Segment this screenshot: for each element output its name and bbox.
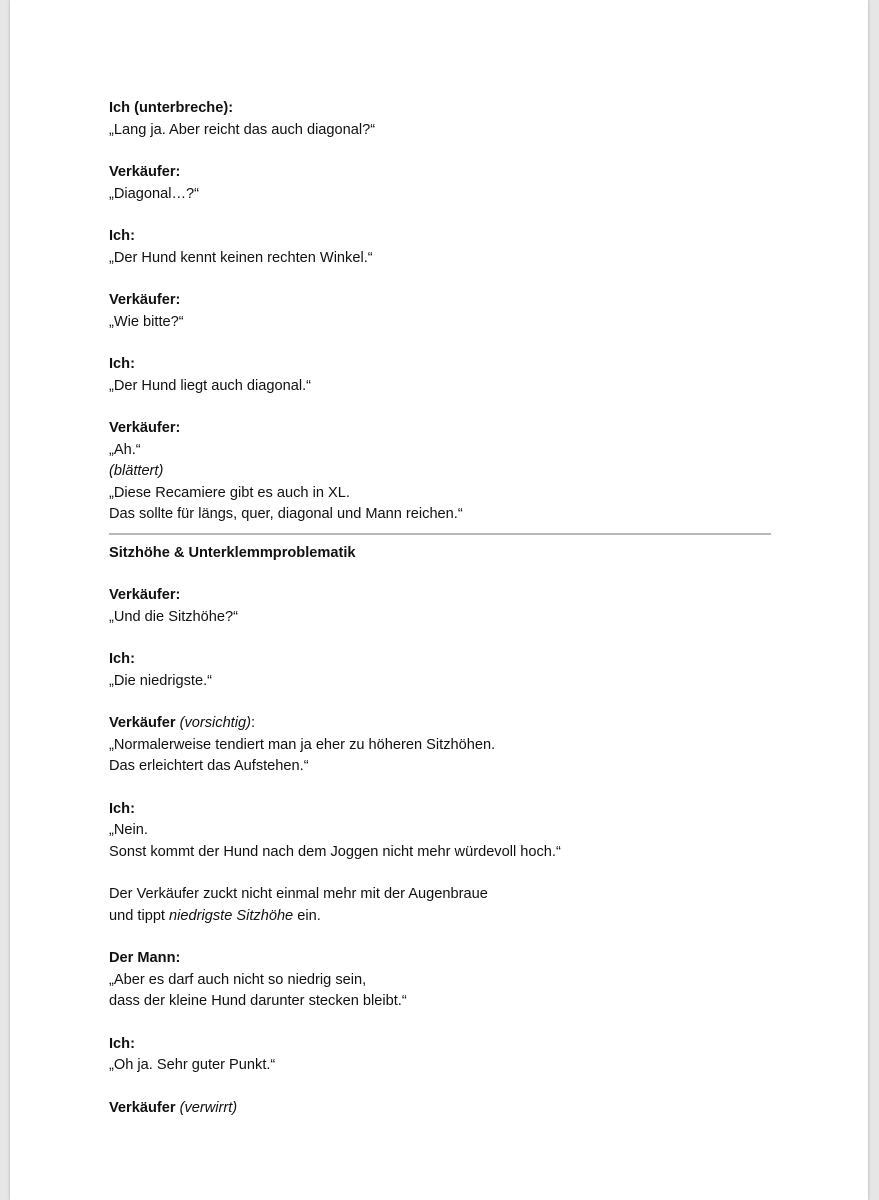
narration-text: und tippt [109,907,170,924]
speaker-label-with-note [109,1098,779,1120]
speaker-label: Verkäufer [109,1099,176,1116]
dialogue-block [109,226,779,269]
dialogue-line: „Der Hund kennt keinen rechten Winkel.“ [109,249,373,266]
speaker-colon: : [250,715,256,731]
dialogue-line: „Ah.“ [109,441,141,458]
speaker-label: Verkäufer: [109,587,181,603]
dialogue-block [109,98,779,141]
stage-direction: (blättert) [109,463,164,479]
dialogue-line: „Diagonal…?“ [109,185,200,202]
dialogue-block [109,418,779,526]
dialogue-line: Das sollte für längs, quer, diagonal und Mann reichen.“ [109,506,463,522]
narration-text: ein. [293,907,321,924]
speaker-label: Der Mann: [109,950,181,966]
dialogue-line: Das erleichtert das Aufstehen.“ [109,758,309,774]
dialogue-block [109,585,779,628]
dialogue-line: „Und die Sitzhöhe?“ [109,608,238,625]
horizontal-divider [109,533,771,535]
speaker-label-with-note [109,713,779,735]
dialogue-line: „Der Hund liegt auch diagonal.“ [109,377,311,394]
dialogue-block [109,354,779,397]
speaker-label: Ich: [109,651,135,667]
dialogue-line: dass der kleine Hund darunter stecken bleibt.“ [109,993,407,1009]
dialogue-block [109,713,779,778]
speaker-label: Ich: [109,228,135,244]
dialogue-line: „Lang ja. Aber reicht das auch diagonal?“ [109,121,376,138]
dialogue-block [109,799,779,864]
dialogue-line: „Diese Recamiere gibt es auch in XL. [109,484,350,501]
dialogue-block [109,649,779,692]
speaker-label: Verkäufer: [109,420,181,436]
dialogue-line: „Wie bitte?“ [109,313,184,330]
dialogue-line: „Oh ja. Sehr guter Punkt.“ [109,1057,276,1073]
speaker-label: Ich (unterbreche): [109,100,234,116]
document-page [10,0,868,1200]
dialogue-block [109,948,779,1013]
dialogue-block [109,162,779,205]
dialogue-line: „Die niedrigste.“ [109,672,213,689]
dialogue-line: „Aber es darf auch nicht so niedrig sein, [109,971,367,988]
dialogue-line: Sonst kommt der Hund nach dem Joggen nicht mehr würdevoll hoch.“ [109,843,561,860]
speaker-note: (vorsichtig) [179,715,251,731]
dialogue-block [109,1034,779,1077]
dialogue-block [109,290,779,333]
document-content [109,98,779,1140]
dialogue-line: „Nein. [109,822,148,838]
narration-line [109,906,779,928]
narration-emphasis: niedrigste Sitzhöhe [169,907,294,924]
speaker-note: (verwirrt) [179,1099,238,1116]
speaker-label: Ich: [109,1035,135,1052]
dialogue-line: „Normalerweise tendiert man ja eher zu höheren Sitzhöhen. [109,736,496,753]
narration-block [109,884,779,927]
narration-line: Der Verkäufer zuckt nicht einmal mehr mit der Augenbraue [109,886,488,902]
speaker-label: Ich: [109,800,135,817]
speaker-label: Verkäufer: [109,164,181,180]
section-heading: Sitzhöhe & Unterklemmproblematik [109,544,356,561]
speaker-label: Ich: [109,356,135,372]
dialogue-block [109,1098,779,1120]
speaker-label: Verkäufer [109,715,176,731]
speaker-label: Verkäufer: [109,292,181,308]
